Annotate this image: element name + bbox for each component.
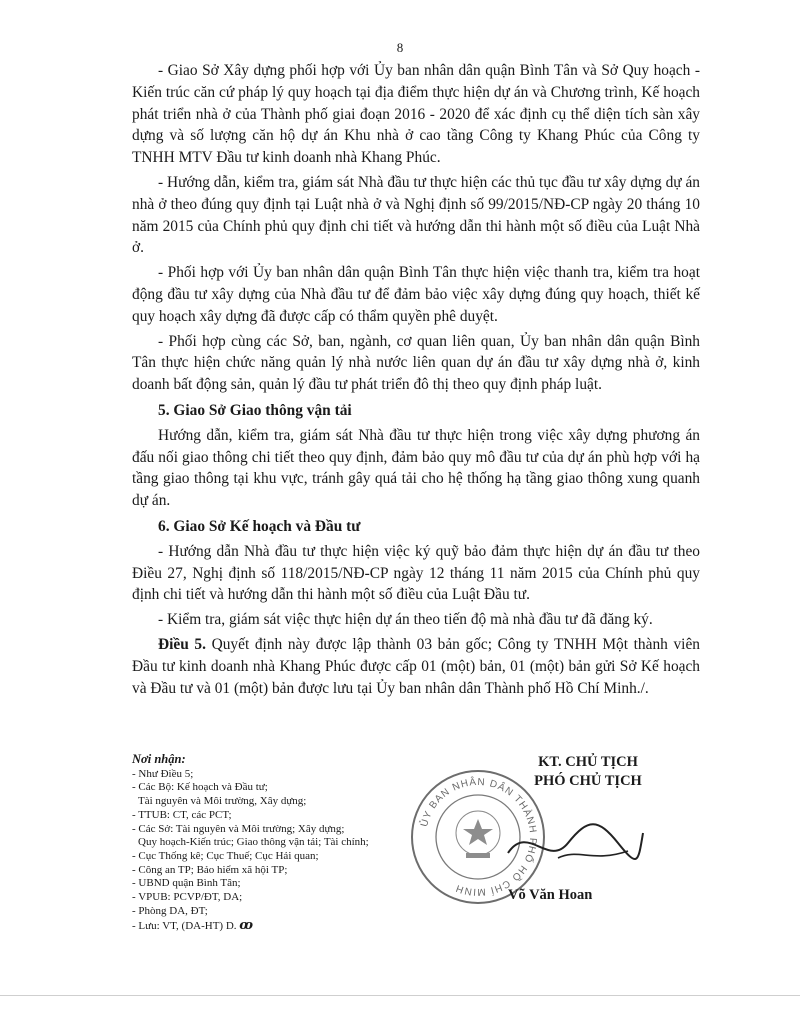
paragraph-1: - Giao Sở Xây dựng phối hợp với Ủy ban nhân dân quận Bình Tân và Sở Quy hoạch - Kiến trúc căn cứ pháp lý quy hoạch tại địa điểm thực hiện dự án và Chương trình, Kế hoạch phát triển nhà ở của Thành phố giai đoạn 2016 - 2020 để xác định cụ thể diện tích sàn xây dựng và số lượng căn hộ dự án Khu nhà ở cao tầng Công ty Khang Phúc của Công ty TNHH MTV Đầu tư kinh doanh nhà Khang Phúc. bbox=[132, 62, 700, 167]
recipient-line: Tài nguyên và Môi trường, Xây dựng; bbox=[138, 795, 307, 808]
paragraph-2: - Hướng dẫn, kiểm tra, giám sát Nhà đầu tư thực hiện các thủ tục đầu tư xây dựng dự án nhà ở theo đúng quy định tại Luật nhà ở và Nghị định số 99/2015/NĐ-CP ngày 20 tháng 10 năm 2015 của Chính phủ quy định chi tiết và hướng dẫn thi hành một số điều của Luật Nhà ở. bbox=[132, 173, 700, 257]
recipient-line: - UBND quận Bình Tân; bbox=[132, 877, 241, 890]
section-6-heading: 6. Giao Sở Kế hoạch và Đầu tư bbox=[158, 517, 361, 535]
recipients-heading: Nơi nhận: bbox=[132, 752, 186, 766]
section-5-heading: 5. Giao Sở Giao thông vận tải bbox=[158, 401, 352, 419]
signatory-name: Võ Văn Hoan bbox=[508, 887, 593, 903]
recipients-block bbox=[132, 753, 402, 934]
recipient-line: - Phòng DA, ĐT; bbox=[132, 904, 208, 917]
recipient-line: - Cục Thống kê; Cục Thuế; Cục Hải quan; bbox=[132, 849, 319, 862]
article-5 bbox=[132, 634, 700, 699]
section-6-paragraph-2: - Kiểm tra, giám sát việc thực hiện dự án theo tiến độ mà nhà đầu tư đã đăng ký. bbox=[158, 611, 653, 629]
seal-text: ỦY BAN NHÂN DÂN THÀNH PHỐ HỒ CHÍ MINH bbox=[419, 776, 539, 898]
recipient-line: - VPUB: PCVP/ĐT, DA; bbox=[132, 891, 243, 904]
recipient-line: - TTUB: CT, các PCT; bbox=[132, 808, 232, 821]
paragraph-3: - Phối hợp với Ủy ban nhân dân quận Bình Tân thực hiện việc thanh tra, kiểm tra hoạt động đầu tư xây dựng của Nhà đầu tư để đảm bảo việc xây dựng đúng quy hoạch, thiết kế quy hoạch xây dựng đã được cấp có thẩm quyền phê duyệt. bbox=[132, 264, 700, 325]
article-5-text: Quyết định này được lập thành 03 bản gốc; Công ty TNHH Một thành viên Đầu tư kinh doanh nhà Khang Phúc được cấp 01 (một) bản, 01 (một) bản gửi Sở Kế hoạch và Đầu tư và 01 (một) bản được lưu tại Ủy ban nhân dân Thành phố Hồ Chí Minh./. bbox=[132, 635, 700, 697]
signature-title-2: PHÓ CHỦ TỊCH bbox=[534, 773, 642, 789]
page-number: 8 bbox=[396, 40, 404, 55]
recipient-line: - Các Bộ: Kế hoạch và Đầu tư; bbox=[132, 781, 268, 794]
article-5-label: Điều 5. bbox=[158, 635, 206, 653]
recipient-line: - Công an TP; Bảo hiểm xã hội TP; bbox=[132, 863, 288, 876]
recipient-archive-text: - Lưu: VT, (DA-HT) D. bbox=[132, 920, 237, 933]
recipient-line: - Các Sở: Tài nguyên và Môi trường; Xây dựng; bbox=[132, 822, 345, 835]
recipient-line bbox=[132, 918, 402, 934]
section-5-text: Hướng dẫn, kiểm tra, giám sát Nhà đầu tư thực hiện trong việc xây dựng phương án đấu nối giao thông chi tiết theo quy định, đảm bảo quy mô đầu tư của dự án phù hợp với hạ tầng giao thông tại khu vực, tránh gây quá tải cho hệ thống hạ tầng giao thông xung quanh dự án. bbox=[132, 426, 700, 510]
handwritten-signature-icon bbox=[498, 813, 648, 873]
paragraph-4: - Phối hợp cùng các Sở, ban, ngành, cơ quan liên quan, Ủy ban nhân dân quận Bình Tân thực hiện chức năng quản lý nhà nước liên quan dự án đầu tư xây dựng nhà ở, kinh doanh bất động sản, quản lý đầu tư phát triển đô thị theo quy định pháp luật. bbox=[132, 332, 700, 394]
document-body bbox=[132, 60, 700, 702]
section-6-paragraph-1: - Hướng dẫn Nhà đầu tư thực hiện việc ký quỹ bảo đảm thực hiện dự án đầu tư theo Điều 27, Nghị định số 118/2015/NĐ-CP ngày 12 tháng 11 năm 2015 của Chính phủ quy định chi tiết và hướng dẫn thi hành một số điều của Luật Đầu tư. bbox=[132, 542, 700, 604]
recipient-line: Quy hoạch-Kiến trúc; Giao thông vận tải; Tài chính; bbox=[138, 836, 369, 849]
signature-title-1: KT. CHỦ TỊCH bbox=[538, 754, 638, 770]
recipient-line: - Như Điều 5; bbox=[132, 767, 194, 780]
signature-block bbox=[419, 753, 688, 903]
scan-edge-divider bbox=[0, 995, 800, 996]
initial-mark-icon: ꝏ bbox=[239, 917, 254, 933]
